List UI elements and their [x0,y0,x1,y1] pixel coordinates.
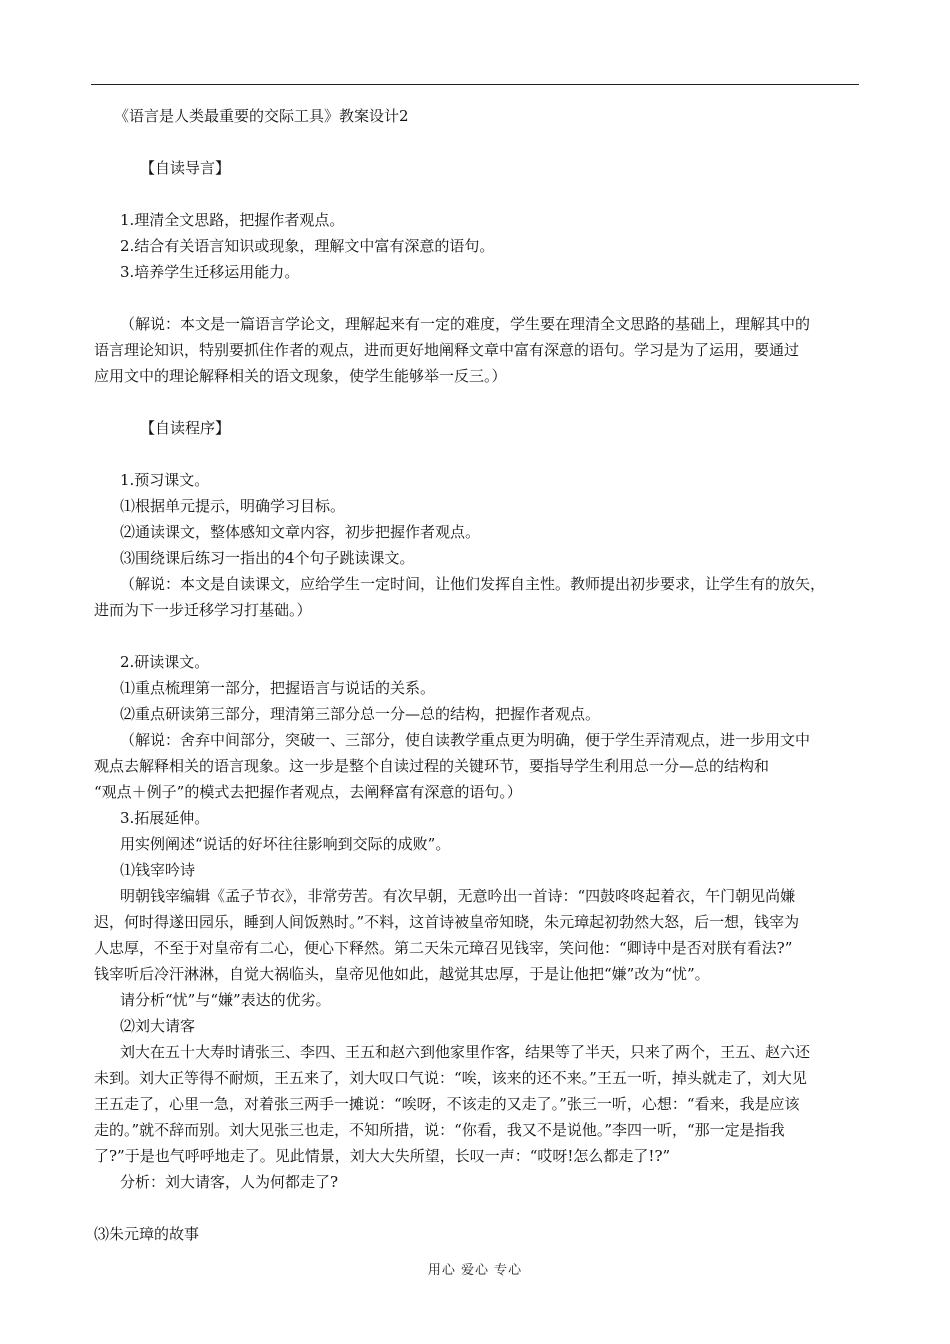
header-rule [91,84,859,85]
step-line: ⑶围绕课后练习一指出的4个句子跳读课文。 [120,549,415,567]
question-line: 分析：刘大请客，人为何都走了? [120,1173,339,1191]
step-line: ⑵通读课文，整体感知文章内容，初步把握作者观点。 [120,523,481,541]
page-footer: 用心 爱心 专心 [427,1263,523,1278]
story-heading: ⑴钱宰吟诗 [120,861,196,879]
story-heading: ⑵刘大请客 [120,1017,196,1035]
step-line: ⑴重点梳理第一部分，把握语言与说话的关系。 [120,679,436,697]
objective-item: 1.理清全文思路，把握作者观点。 [120,211,345,229]
step-line: 2.研读课文。 [120,653,210,671]
story-line: 人忠厚，不至于对皇帝有二心，便心下释然。第二天朱元璋召见钱宰，笑问他：“卿诗中是否对朕有看法?” [94,939,793,957]
story-line: 刘大在五十大寿时请张三、李四、王五和赵六到他家里作客，结果等了半天，只来了两个，王五、赵六还 [120,1043,811,1061]
step-line: 3.拓展延伸。 [120,809,210,827]
note-line: （解说：本文是自读课文，应给学生一定时间，让他们发挥自主性。教师提出初步要求，让学生有的放矢， [120,575,826,593]
document-title: 《语言是人类最重要的交际工具》教案设计2 [114,107,409,125]
section-heading-intro: 【自读导言】 [140,159,231,177]
section-heading-procedure: 【自读程序】 [140,419,231,437]
note-line: “观点＋例子”的模式去把握作者观点，去阐释富有深意的语句。） [94,783,522,801]
story-line: 未到。刘大正等得不耐烦，王五来了，刘大叹口气说：“唉，该来的还不来。”王五一听，掉头就走了，刘大见 [94,1069,807,1087]
step-line: 用实例阐述“说话的好坏往往影响到交际的成败”。 [120,835,451,853]
document-body [94,103,865,1247]
note-line: 语言理论知识，特别要抓住作者的观点，进而更好地阐释文章中富有深意的语句。学习是为了运用，要通过 [94,341,800,359]
story-line: 明朝钱宰编辑《孟子节衣》，非常劳苦。有次早朝，无意吟出一首诗：“四鼓咚咚起着衣，午门朝见尚嫌 [120,887,796,905]
step-line: ⑵重点研读第三部分，理清第三部分总一分—总的结构，把握作者观点。 [120,705,601,723]
note-line: 进而为下一步迁移学习打基础。） [94,601,312,619]
story-line: 迟，何时得遂田园乐，睡到人间饭熟时。”不料，这首诗被皇帝知晓，朱元璋起初勃然大怒，后一想，钱宰为 [94,913,800,931]
story-line: 了?”于是也气呼呼地走了。见此情景，刘大大失所望，长叹一声：“哎呀!怎么都走了!?” [94,1147,671,1165]
step-line: 1.预习课文。 [120,471,210,489]
note-line: （解说：舍弃中间部分，突破一、三部分，使自读教学重点更为明确，便于学生弄清观点，进一步用文中 [120,731,811,749]
note-line: 应用文中的理论解释相关的语文现象，使学生能够举一反三。） [94,367,507,385]
note-line: 观点去解释相关的语言现象。这一步是整个自读过程的关键环节，要指导学生利用总一分—总的结构和 [94,757,770,775]
story-line: 钱宰听后冷汗淋淋，自觉大祸临头，皇帝见他如此，越觉其忠厚，于是让他把“嫌”改为“忧”。 [94,965,710,983]
step-line: ⑴根据单元提示，明确学习目标。 [120,497,346,515]
story-line: 走的。”就不辞而别。刘大见张三也走，不知所措，说：“你看，我又不是说他。”李四一听，“那一定是指我 [94,1121,785,1139]
objective-item: 2.结合有关语言知识或现象，理解文中富有深意的语句。 [120,237,495,255]
objective-item: 3.培养学生迁移运用能力。 [120,263,300,281]
note-line: （解说：本文是一篇语言学论文，理解起来有一定的难度，学生要在理清全文思路的基础上，理解其中的 [120,315,811,333]
question-line: 请分析“忧”与“嫌”表达的优劣。 [120,991,331,1009]
story-heading: ⑶朱元璋的故事 [94,1225,200,1243]
story-line: 王五走了，心里一急，对着张三两手一摊说：“唉呀，不该走的又走了。”张三一听，心想：“看来，我是应该 [94,1095,800,1113]
